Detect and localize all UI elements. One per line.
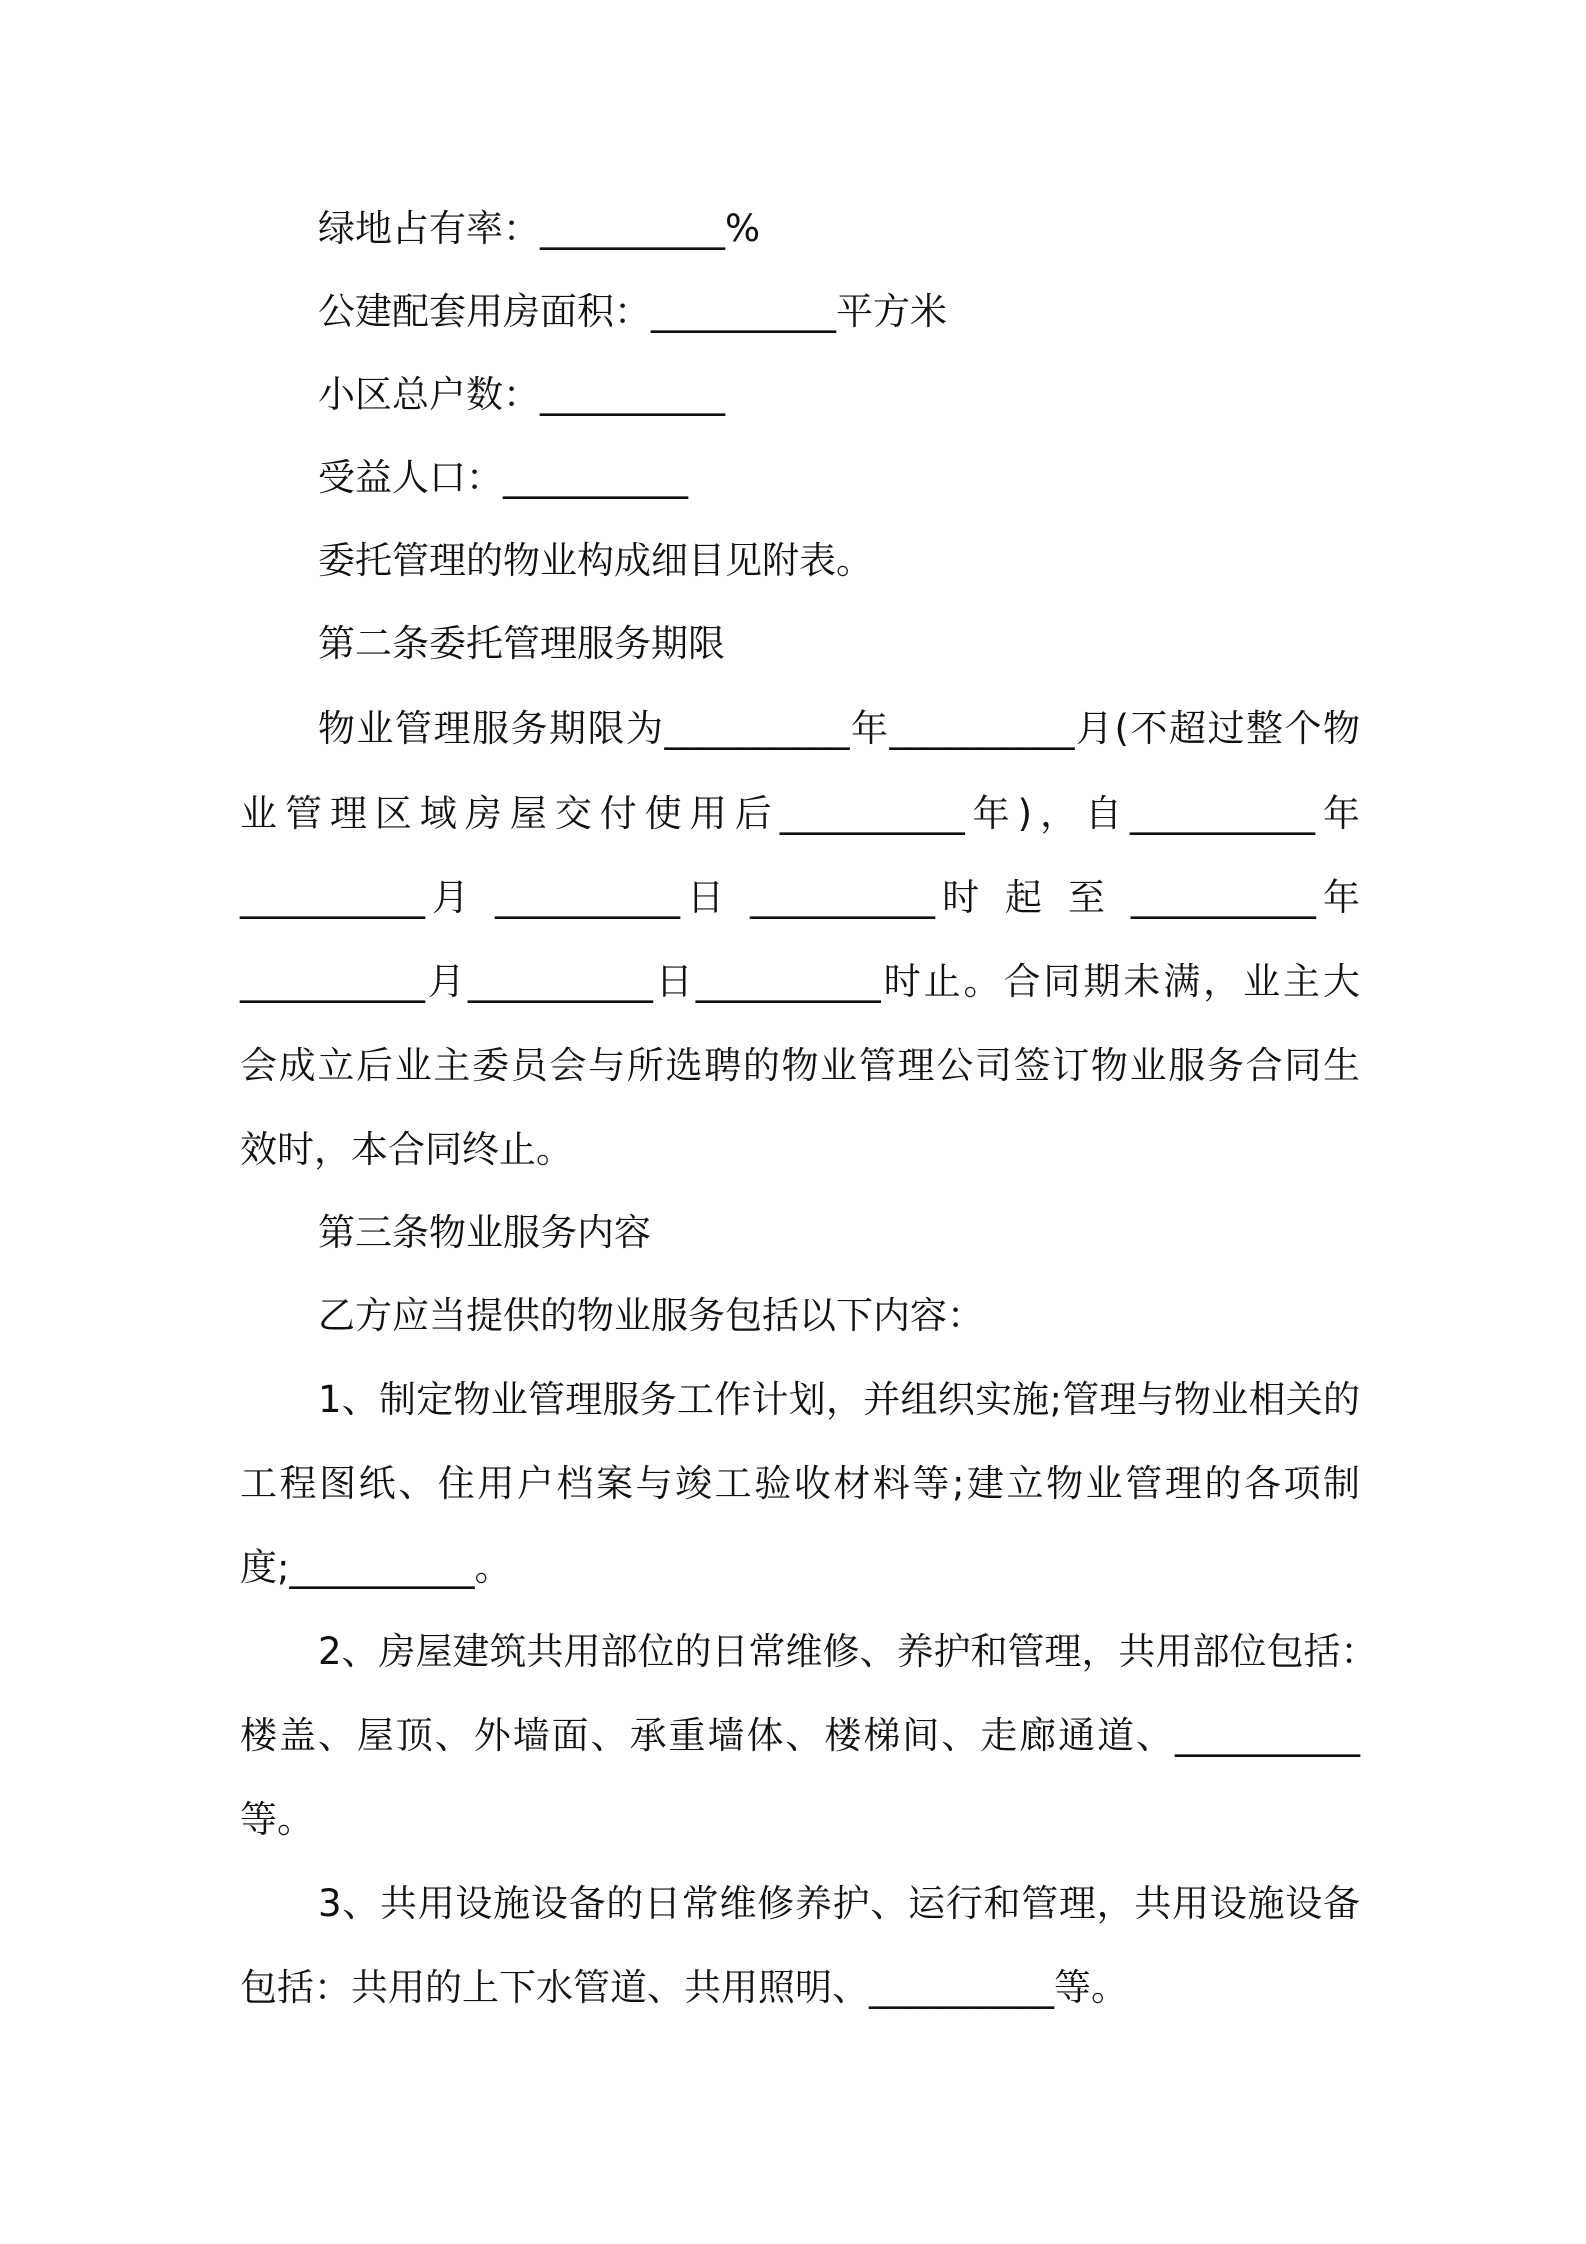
services-intro: 乙方应当提供的物业服务包括以下内容： <box>318 1294 984 1337</box>
service-item-1-line-3: 度;__________。 <box>240 1546 512 1589</box>
article-three-heading: 第三条物业服务内容 <box>318 1211 651 1254</box>
green-rate-line: 绿地占有率：__________% <box>318 207 761 250</box>
term-paragraph-line-6: 效时，本合同终止。 <box>240 1128 573 1171</box>
service-item-1-line-2: 工程图纸、住用户档案与竣工验收材料等;建立物业管理的各项制 <box>240 1462 1360 1505</box>
service-item-2-line-3: 等。 <box>240 1798 314 1841</box>
service-item-2-line-1: 2、房屋建筑共用部位的日常维修、养护和管理，共用部位包括： <box>318 1630 1378 1673</box>
service-item-2-line-2: 楼盖、屋顶、外墙面、承重墙体、楼梯间、走廊通道、__________ <box>240 1714 1360 1757</box>
article-two-heading: 第二条委托管理服务期限 <box>318 622 725 665</box>
public-facility-area-line: 公建配套用房面积：__________平方米 <box>318 290 947 333</box>
property-detail-note: 委托管理的物业构成细目见附表。 <box>318 539 873 582</box>
term-paragraph-line-1: 物业管理服务期限为__________年__________月(不超过整个物 <box>318 707 1360 750</box>
term-paragraph-line-5: 会成立后业主委员会与所选聘的物业管理公司签订物业服务合同生 <box>240 1044 1360 1087</box>
service-item-1-line-1: 1、制定物业管理服务工作计划，并组织实施;管理与物业相关的 <box>318 1378 1360 1421</box>
service-item-3-line-1: 3、共用设施设备的日常维修养护、运行和管理，共用设施设备 <box>318 1882 1360 1925</box>
term-paragraph-line-2: 业管理区域房屋交付使用后__________年)，自__________年 <box>240 792 1360 835</box>
term-paragraph-line-4: __________月__________日__________时止。合同期未满，业主大 <box>240 960 1360 1003</box>
total-households-line: 小区总户数：__________ <box>318 373 725 416</box>
service-item-3-line-2: 包括：共用的上下水管道、共用照明、__________等。 <box>240 1966 1128 2009</box>
beneficiary-population-line: 受益人口：__________ <box>318 456 688 499</box>
term-paragraph-line-3: __________月 __________日 __________时 起 至 __________年 <box>240 876 1360 919</box>
